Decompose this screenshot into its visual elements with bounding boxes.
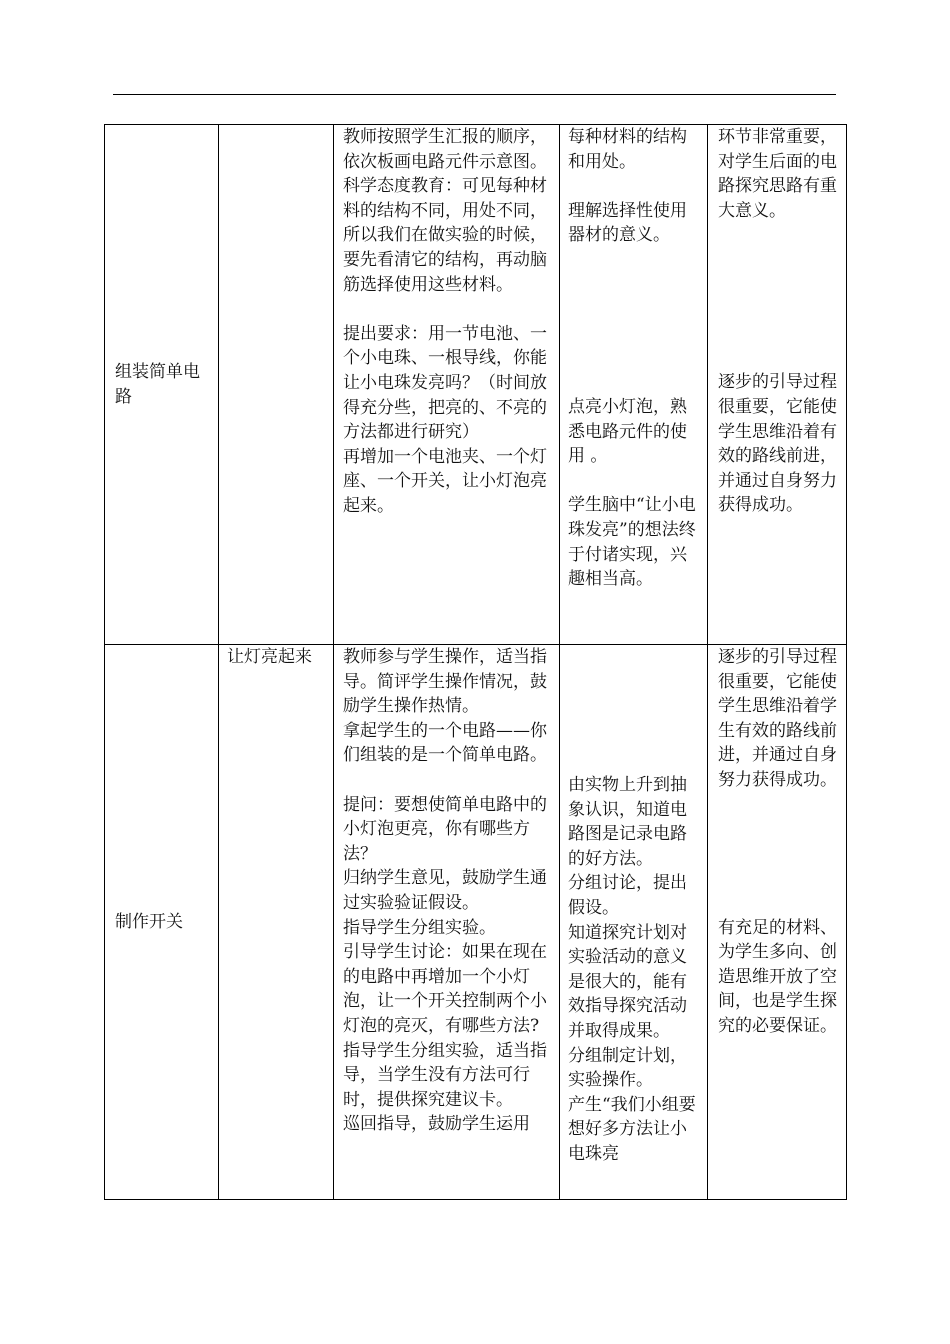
teacher-cell [334,125,560,645]
teacher-text: 指导学生分组实验，适当指导，当学生没有方法可行时，提供探究建议卡。 [343,1040,547,1110]
teacher-text: 指导学生分组实验。 [343,917,496,938]
activity-cell [219,645,334,1200]
activity-label: 让灯亮起来 [227,647,312,667]
teacher-text: 归纳学生意见，鼓励学生通过实验验证假设。 [343,868,547,913]
teacher-text: 教师按照学生汇报的顺序，依次板画电路元件示意图。 [343,127,547,172]
student-text: 学生脑中“让小电珠发亮”的想法终于付诸实现，兴趣相当高。 [568,495,696,590]
student-text: 由实物上升到抽象认识，知道电路图是记录电路的好方法。 [568,775,687,869]
student-text: 分组制定计划，实验操作。 [568,1045,687,1091]
intent-text: 逐步的引导过程很重要，它能使学生思维沿着学生有效的路线前进，并通过自身努力获得成功。 [718,647,837,790]
stage-label: 组装简单电路 [115,361,200,407]
intent-cell [708,645,847,1200]
teacher-text: 提出要求：用一节电池、一个小电珠、一根导线，你能让小电珠发亮吗？（时间放得充分些，把亮的、不亮的方法都进行研究） [343,323,547,443]
student-text: 每种材料的结构和用处。 [568,127,687,172]
student-cell [560,645,708,1200]
teacher-text: 提问：要想使简单电路中的小灯泡更亮，你有哪些方法？ [343,794,547,864]
stage-cell [105,645,219,1200]
intent-cell [708,125,847,645]
student-text: 产生“我们小组要想好多方法让小电珠亮 [568,1094,696,1164]
teacher-text: 拿起学生的一个电路——你们组装的是一个简单电路。 [343,720,547,766]
student-cell [560,125,708,645]
stage-label: 制作开关 [115,911,183,932]
intent-text: 环节非常重要，对学生后面的电路探究思路有重大意义。 [718,127,837,221]
intent-text: 有充足的材料、为学生多向、创造思维开放了空间，也是学生探究的必要保证。 [718,917,837,1036]
table-row [105,125,847,645]
student-text: 分组讨论，提出假设。 [568,873,687,918]
teacher-text: 巡回指导，鼓励学生运用 [343,1114,530,1135]
teacher-text: 教师参与学生操作，适当指导。简评学生操作情况，鼓励学生操作热情。 [343,647,547,717]
teacher-cell [334,645,560,1200]
table-row [105,645,847,1200]
intent-text: 逐步的引导过程很重要，它能使学生思维沿着有效的路线前进，并通过自身努力获得成功。 [718,372,837,516]
teacher-text: 再增加一个电池夹、一个灯座、一个开关，让小灯泡亮起来。 [343,446,547,516]
header-rule [113,94,836,95]
activity-cell [219,125,334,645]
teacher-text: 引导学生讨论：如果在现在的电路中再增加一个小灯泡，让一个开关控制两个小灯泡的亮灭，有哪些方法? [343,942,547,1036]
stage-cell [105,125,219,645]
student-text: 知道探究计划对实验活动的意义是很大的，能有效指导探究活动并取得成果。 [568,922,687,1041]
student-text: 点亮小灯泡，熟悉电路元件的使用 。 [568,396,687,467]
lesson-plan-table [104,124,847,1200]
student-text: 理解选择性使用器材的意义。 [568,200,687,246]
teacher-text: 科学态度教育：可见每种材料的结构不同，用处不同，所以我们在做实验的时候， 要先看清它的结构，再动脑筋选择使用这些材料。 [343,176,547,295]
